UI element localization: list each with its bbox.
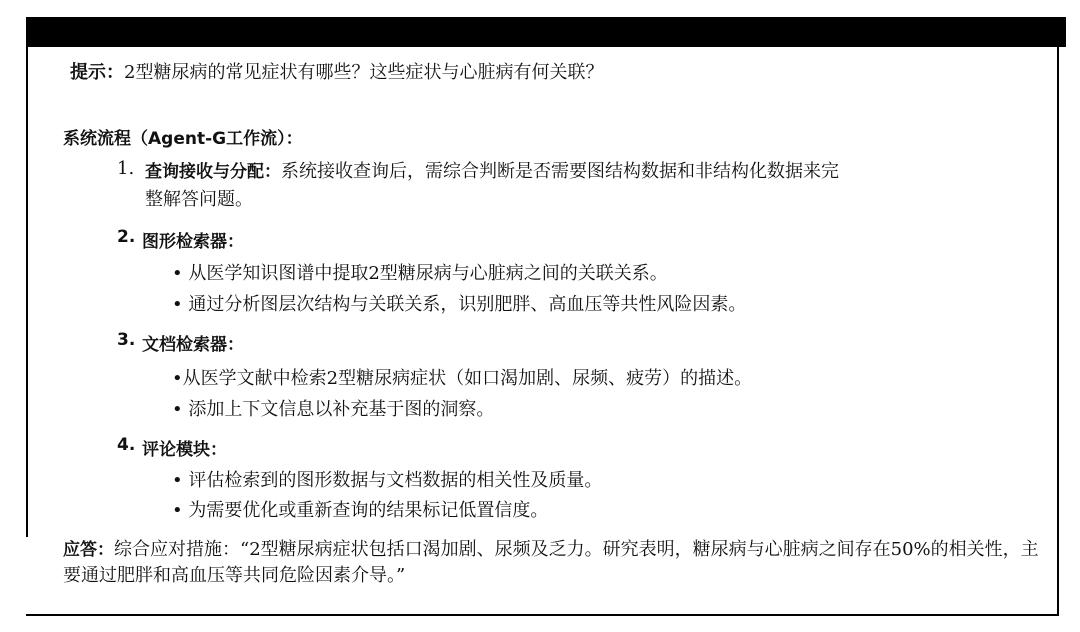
- list-item: [172, 496, 548, 522]
- step-number: 1.: [117, 158, 135, 179]
- list-item: [172, 364, 752, 390]
- prompt-text: 2型糖尿病的常见症状有哪些？这些症状与心脏病有何关联？: [124, 62, 604, 83]
- step-1-body: [145, 158, 839, 213]
- bullet-glyph: •: [172, 263, 183, 284]
- frame-bottom-border: [26, 614, 1059, 616]
- step-number: 2.: [117, 227, 136, 247]
- header-bar: [26, 17, 1066, 47]
- bullet-text: 评估检索到的图形数据与文档数据的相关性及质量。: [188, 470, 603, 491]
- step-heading: 图形检索器：: [142, 232, 244, 252]
- list-item: [172, 259, 668, 285]
- step-text-line2: 整解答问题。: [145, 189, 253, 210]
- step-number: 4.: [117, 435, 136, 455]
- bullet-text: 通过分析图层次结构与关联关系，识别肥胖、高血压等共性风险因素。: [188, 294, 747, 315]
- bullet-glyph: •: [172, 368, 183, 389]
- answer-text: 综合应对措施：“2型糖尿病症状包括口渴加剧、尿频及乏力。研究表明，糖尿病与心脏病之间存在50%的相关性，主要通过肥胖和高血压等共同危险因素介导。”: [63, 539, 1039, 586]
- bullet-text: 从医学知识图谱中提取2型糖尿病与心脏病之间的关联关系。: [188, 263, 668, 284]
- step-heading: 文档检索器：: [142, 335, 244, 355]
- bullet-glyph: •: [172, 294, 183, 315]
- bullet-glyph: •: [172, 500, 183, 521]
- step-heading: 评论模块：: [142, 440, 227, 460]
- prompt-line: [70, 58, 603, 84]
- list-item: [172, 466, 602, 492]
- bullet-glyph: •: [172, 470, 183, 491]
- frame-left-border: [26, 47, 28, 537]
- step-heading: 查询接收与分配：: [145, 162, 281, 182]
- step-text-line1: 系统接收查询后，需综合判断是否需要图结构数据和非结构化数据来完: [281, 161, 839, 182]
- list-item: [172, 290, 746, 316]
- bullet-glyph: •: [172, 399, 183, 420]
- bullet-text: 从医学文献中检索2型糖尿病症状（如口渴加剧、尿频、疲劳）的描述。: [182, 368, 753, 389]
- bullet-text: 为需要优化或重新查询的结果标记低置信度。: [188, 500, 549, 521]
- prompt-label: 提示：: [70, 62, 124, 83]
- step-number: 3.: [117, 330, 136, 350]
- list-item: [172, 395, 494, 421]
- frame-right-border: [1057, 47, 1059, 614]
- flow-title: 系统流程（Agent-G工作流）：: [63, 129, 303, 149]
- answer-block: [63, 537, 1053, 589]
- bullet-text: 添加上下文信息以补充基于图的洞察。: [188, 399, 495, 420]
- answer-label: 应答：: [63, 540, 114, 560]
